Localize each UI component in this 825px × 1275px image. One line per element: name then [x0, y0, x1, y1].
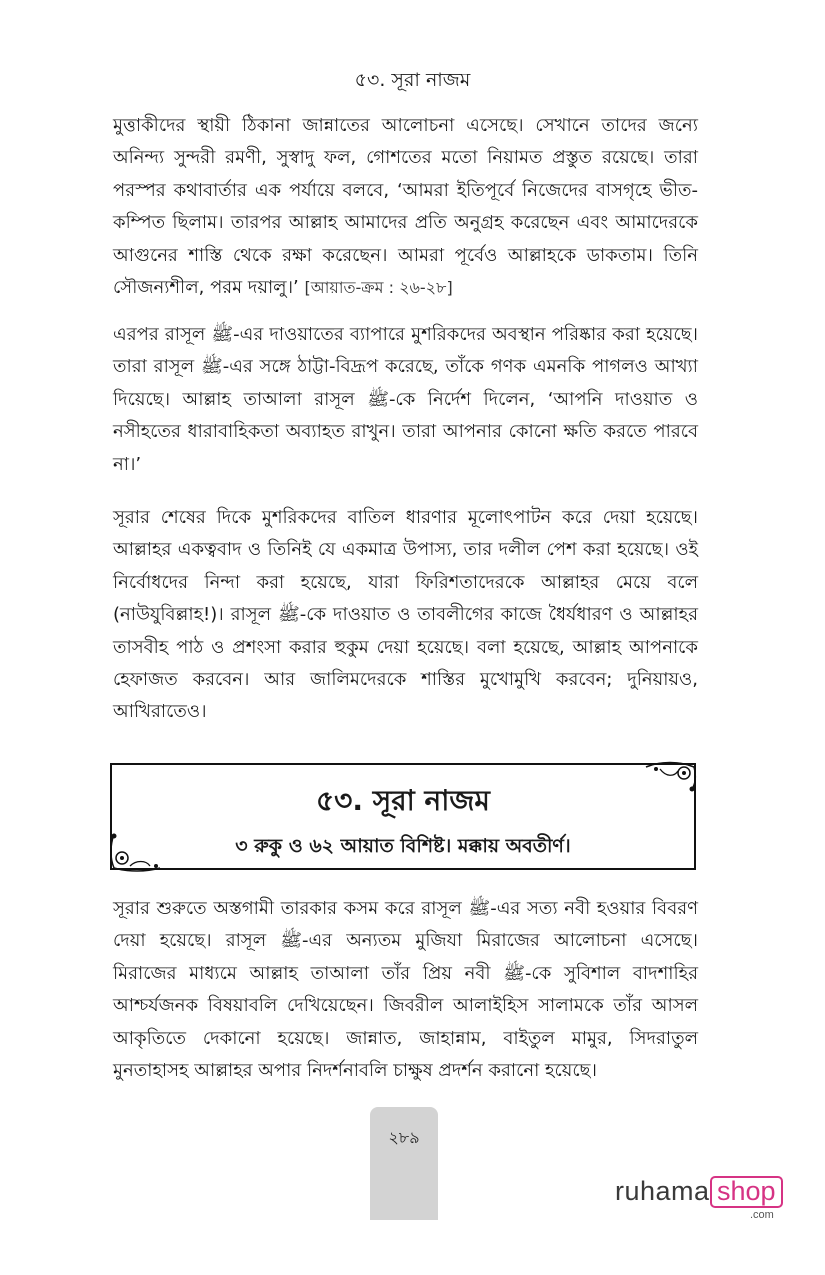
logo-text: ruhama — [615, 1176, 710, 1206]
paragraph-surah-start: সূরার শুরুতে অস্তগামী তারকার কসম করে রাসূল ﷺ-এর সত্য নবী হওয়ার বিবরণ দেয়া হয়েছে। রাসূল ﷺ-এর অন্যতম মুজিযা মিরাজের আলোচনা এসেছে। মিরাজের মাধ্যমে আল্লাহ তাআলা তাঁর প্রিয় নবী ﷺ-কে সুবিশাল বাদশাহির আশ্চর্যজনক বিষয়াবলি দেখিয়েছেন। জিবরীল আলাইহিস সালামকে তাঁর আসল আকৃতিতে দেকানো হয়েছে। জান্নাত, জাহান্নাম, বাইতুল মামুর, সিদরাতুল মুনতাহাসহ আল্লাহর অপার নিদর্শনাবলি চাক্ষুষ প্রদর্শন করানো হয়েছে। — [113, 898, 698, 1082]
paragraph-jannah — [113, 110, 698, 304]
logo-domain: .com — [750, 1209, 774, 1221]
publisher-logo — [615, 1176, 785, 1224]
page-number: ২৮৯ — [388, 1128, 420, 1147]
logo-shop-text: shop — [717, 1176, 776, 1206]
paragraph-surah-end: সূরার শেষের দিকে মুশরিকদের বাতিল ধারণার মূলোৎপাটন করে দেয়া হয়েছে। আল্লাহর একত্ববাদ ও তিনিই যে একমাত্র উপাস্য, তার দলীল পেশ করা হয়েছে। ওই নির্বোধদের নিন্দা করা হয়েছে, যারা ফিরিশতাদেরকে আল্লাহর মেয়ে বলে (নাউযুবিল্লাহ!)। রাসূল ﷺ-কে দাওয়াত ও তাবলীগের কাজে ধৈর্যধারণ ও আল্লাহর তাসবীহ পাঠ ও প্রশংসা করার হুকুম দেয়া হয়েছে। বলা হয়েছে, আল্লাহ আপনাকে হেফাজত করবেন। আর জালিমদেরকে শাস্তির মুখোমুখি করবেন; দুনিয়ায়ও, আখিরাতেও। — [113, 507, 698, 723]
corner-ornament-icon — [106, 830, 166, 874]
logo-shop-box — [710, 1176, 783, 1208]
surah-title-box — [110, 763, 696, 870]
surah-title: ৫৩. সূরা নাজম — [316, 784, 490, 817]
running-header: ৫৩. সূরা নাজম — [354, 69, 471, 91]
page-number-tab — [370, 1107, 438, 1220]
surah-subtitle: ৩ রুকু ও ৬২ আয়াত বিশিষ্ট। মক্কায় অবতীর্ণ। — [235, 835, 571, 857]
verse-citation: [আয়াত-ক্রম : ২৬-২৮] — [304, 278, 453, 298]
paragraph-text: মুত্তাকীদের স্থায়ী ঠিকানা জান্নাতের আলোচনা এসেছে। সেখানে তাদের জন্যে অনিন্দ্য সুন্দরী রমণী, সুস্বাদু ফল, গোশতের মতো নিয়ামত প্রস্তুত রয়েছে। তারা পরস্পর কথাবার্তার এক পর্যায়ে বলবে, ‘আমরা ইতিপূর্বে নিজেদের বাসগৃহে ভীত-কম্পিত ছিলাম। তারপর আল্লাহ আমাদের প্রতি অনুগ্রহ করেছেন এবং আমাদেরকে আগুনের শাস্তি থেকে রক্ষা করেছেন। আমরা পূর্বেও আল্লাহকে ডাকতাম। তিনি সৌজন্যশীল, পরম দয়ালু।’ — [113, 115, 698, 299]
paragraph-mushrikin: এরপর রাসূল ﷺ-এর দাওয়াতের ব্যাপারে মুশরিকদের অবস্থান পরিষ্কার করা হয়েছে। তারা রাসূল ﷺ-এর সঙ্গে ঠাট্টা-বিদ্রূপ করেছে, তাঁকে গণক এমনকি পাগলও আখ্যা দিয়েছে। আল্লাহ তাআলা রাসূল ﷺ-কে নির্দেশ দিলেন, ‘আপনি দাওয়াত ও নসীহতের ধারাবাহিকতা অব্যাহত রাখুন। তারা আপনার কোনো ক্ষতি করতে পারবে না।’ — [113, 324, 698, 475]
